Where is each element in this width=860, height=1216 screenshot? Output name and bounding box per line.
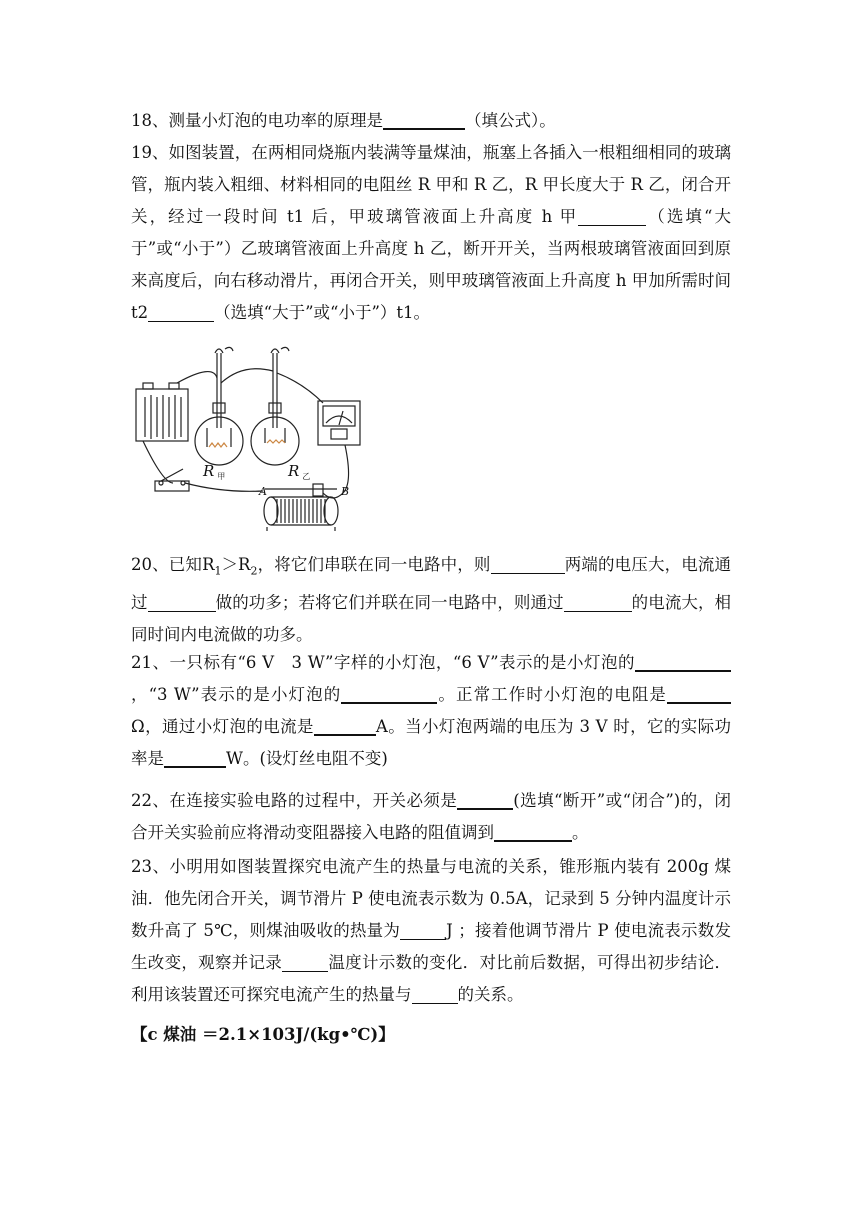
answer-blank[interactable] (148, 593, 216, 612)
answer-blank[interactable] (491, 555, 565, 574)
answer-blank[interactable] (578, 207, 646, 226)
specific-heat-constant: 【c 煤油 ＝2.1×103J/(kg•℃)】 (131, 1025, 395, 1044)
answer-blank[interactable] (282, 953, 328, 972)
answer-blank[interactable] (635, 652, 731, 672)
answer-blank[interactable] (314, 716, 376, 736)
question-23: 23、小明用如图装置探究电流产生的热量与电流的关系，锥形瓶内装有 200g 煤油．他先闭合开关，调节滑片 P 使电流表示数为 0.5A，记录到 5 分钟内温度计示数升高了 5℃，则煤油吸收的热量为 J ；接着他调节滑片 P 使电流表示数发生改变，观察并记录 温度计示数的变化．对比前后数据，可得出初步结论．利用该装置还可探究电流产生的热量与 的关系。 (131, 857, 732, 1004)
answer-blank[interactable] (341, 684, 437, 704)
question-18-suffix: （填公式）。 (465, 111, 556, 130)
answer-blank[interactable] (564, 593, 632, 612)
flask-jia (195, 347, 243, 465)
question-19-text-3: （选填“大于”或“小于”）t1。 (214, 303, 431, 322)
flask-yi (251, 347, 299, 465)
question-21: 21、一只标有“6 V 3 W”字样的小灯泡，“6 V”表示的是小灯泡的，“3 W”表示的是小灯泡的 。正常工作时小灯泡的电阻是Ω，通过小灯泡的电流是 A。当小灯泡两端的电压为 3 V 时，它的实际功率是 W。(设灯丝电阻不变) (131, 653, 731, 768)
question-20: 20、已知$R_1>R_2$，将它们串联在同一电路中，则 两端的电压大，电流通过 做的功多；若将它们并联在同一电路中，则通过 的电流大，相同时间内电流做的功多。 (131, 555, 732, 645)
answer-blank[interactable] (164, 748, 226, 768)
label-r-jia: R $_甲$ (203, 462, 226, 481)
answer-blank[interactable] (457, 790, 513, 810)
label-a: A (259, 485, 267, 498)
answer-blank[interactable] (400, 921, 446, 940)
circuit-diagram (133, 343, 363, 533)
answer-blank[interactable] (148, 303, 214, 322)
ammeter-icon (318, 401, 360, 445)
answer-blank[interactable] (494, 822, 572, 842)
label-r-yi: R $_乙$ (288, 462, 311, 481)
question-22-text-1: 22、在连接实验电路的过程中，开关必须是 (131, 791, 458, 810)
question-19-text-1: 19、如图装置，在两相同烧瓶内装满等量煤油，瓶塞上各插入一根粗细相同的玻璃管，瓶内装入粗细、材料相同的电阻丝 R 甲和 R 乙，R 甲长度大于 R 乙，闭合开关，经过一段时间 t1 后，甲玻璃管液面上升高度 h 甲 (131, 143, 731, 226)
rheostat-icon (264, 484, 338, 531)
question-18-text: 18、测量小灯泡的电功率的原理是 (131, 111, 383, 130)
answer-blank[interactable] (412, 985, 458, 1004)
question-19 (131, 137, 731, 329)
question-20-text-1: 20、已知R (131, 555, 215, 574)
question-22: 22、在连接实验电路的过程中，开关必须是 (选填“断开”或“闭合”)的，闭合开关实验前应将滑动变阻器接入电路的阻值调到 。 (131, 791, 731, 842)
battery-icon (136, 389, 188, 441)
question-19-text-2: （选填“大于”或“小于”）乙玻璃管液面上升高度 h 乙，断开开关，当两根玻璃管液面回到原来高度后，向右移动滑片，再闭合开关，则甲玻璃管液面上升高度 h 甲加所需时间 t2 (131, 207, 731, 322)
label-b: B (341, 485, 350, 498)
question-23-text-1: 23、小明用如图装置探究电流产生的热量与电流的关系，锥形瓶内装有 200g 煤油．他先闭合开关，调节滑片 P 使电流表示数为 0.5A，记录到 5 分钟内温度计示数升高了 5℃，则煤油吸收的热量为 (131, 857, 731, 940)
question-21-text-1: 21、一只标有“6 V 3 W”字样的小灯泡，“6 V”表示的是小灯泡的 (131, 653, 635, 672)
question-18 (131, 105, 731, 137)
answer-blank[interactable] (667, 684, 731, 704)
answer-blank[interactable] (383, 110, 465, 130)
